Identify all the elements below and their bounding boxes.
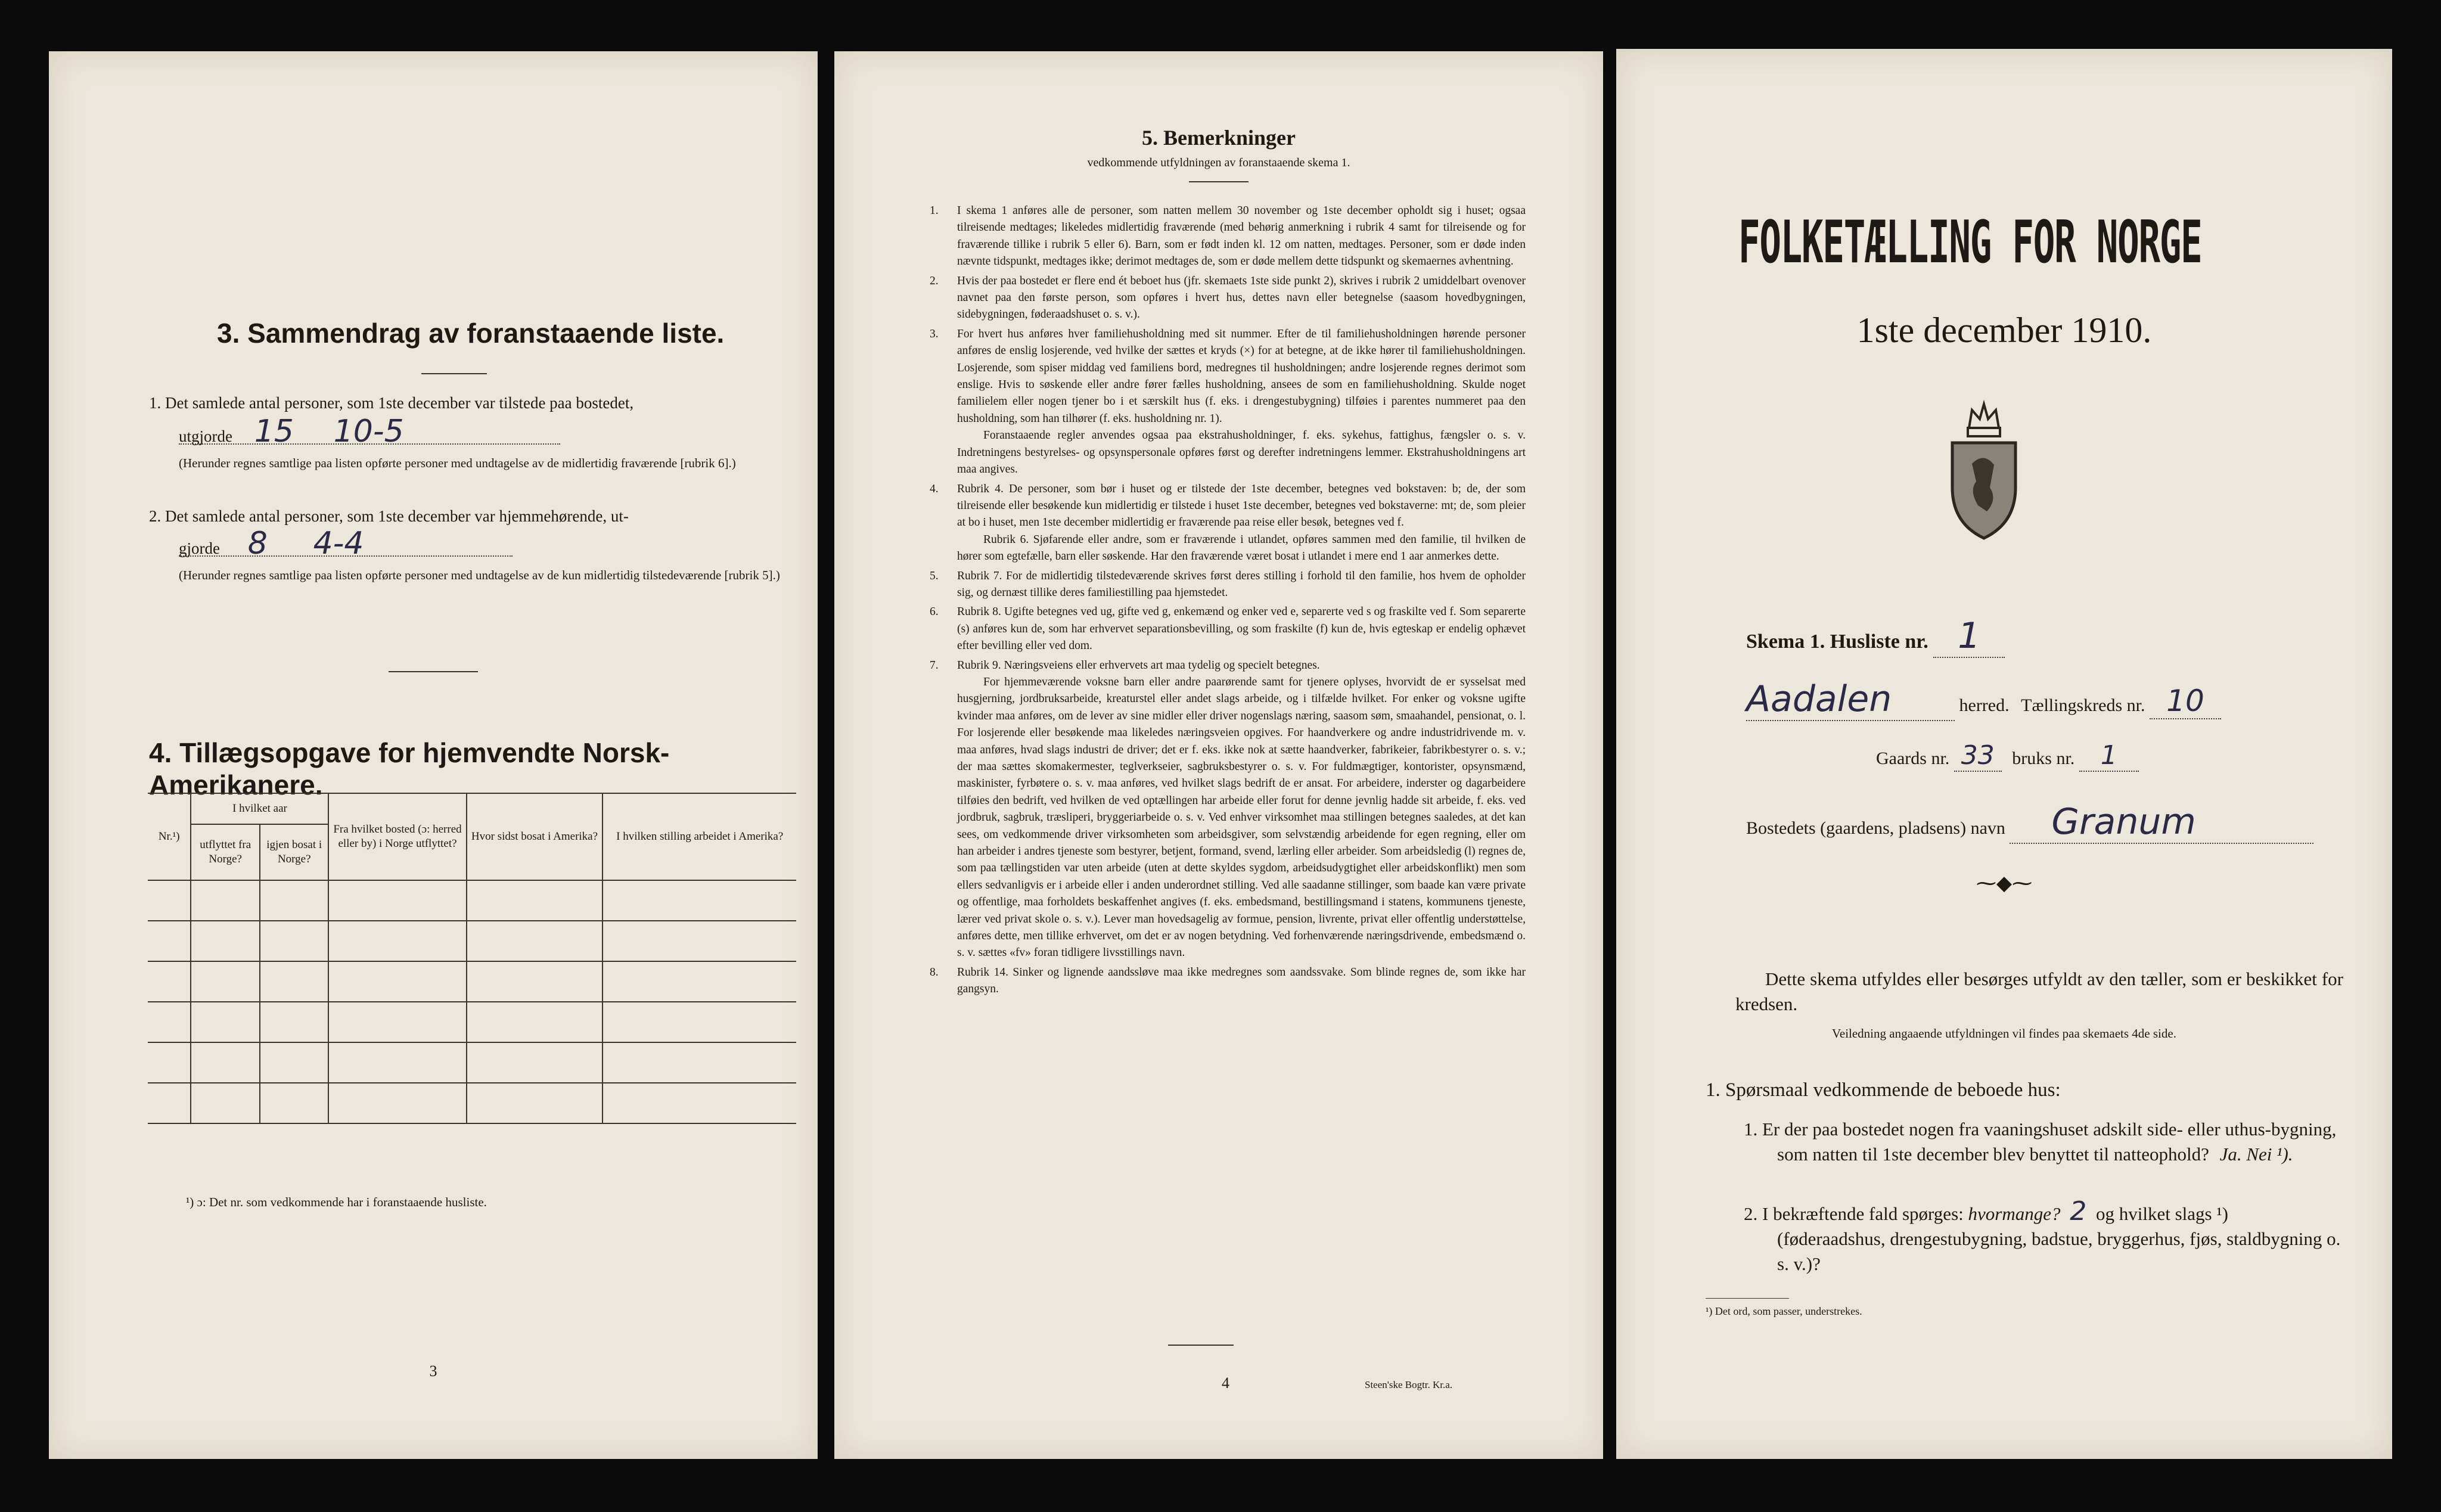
- page-number: 4: [1222, 1374, 1229, 1392]
- question-1: [1744, 1117, 2341, 1167]
- list-item: [930, 604, 1526, 654]
- col-stilling: I hvilken stilling arbeidet i Amerika?: [603, 793, 796, 880]
- skema-line: [1746, 615, 2005, 658]
- section3-item2-value-line: [179, 526, 513, 561]
- col-hvor: Hvor sidst bosat i Amerika?: [467, 793, 603, 880]
- bosted-line: [1746, 801, 2372, 844]
- page-left: [49, 51, 818, 1459]
- list-item-subtext: Rubrik 6. Sjøfarende eller andre, som er fraværende i utlandet, opføres sammen med den familie, til hvilken de hører som egtefælle, barn eller søskende. Har den fraværende været bosat i utlandet i mere end 1 aar anmerkes dette.: [957, 533, 1526, 563]
- table-row: [148, 880, 796, 921]
- intro-text: Dette skema utfyldes eller besørges utfyldt av den tæller, som er beskikket for kredsen.: [1735, 968, 2343, 1014]
- question-2: [1744, 1196, 2341, 1277]
- question-header: 1. Spørsmaal vedkommende de beboede hus:: [1706, 1079, 2061, 1101]
- list-item-text: Rubrik 4. De personer, som bør i huset og er tilstede der 1ste december, betegnes ved bokstaven: b; de, der som tilreisende eller besøkende kun midlertidig er tilstede i huset 1ste december, betegnes ved bokstaverne: mt; de, som pleier at bo i huset, men 1ste december midlertidig er fraværende paa reise eller besøk, betegnes ved f.: [957, 482, 1526, 529]
- kreds-value: 10: [2150, 684, 2221, 719]
- bemerkninger-title: 5. Bemerkninger: [1142, 126, 1296, 150]
- item1-prefix: utgjorde: [179, 427, 232, 445]
- section3-item1: 1. Det samlede antal personer, som 1ste december var tilstede paa bostedet,: [149, 394, 634, 412]
- col-nr: Nr.¹): [148, 793, 191, 880]
- table-row: [148, 1042, 796, 1083]
- table-row: [148, 961, 796, 1002]
- divider: [1706, 1298, 1789, 1299]
- section3-title: 3. Sammendrag av foranstaaende liste.: [217, 318, 725, 349]
- col-group: I hvilket aar: [191, 793, 328, 824]
- norsk-amerikanere-table: [148, 793, 796, 1124]
- divider: [389, 671, 478, 672]
- list-item-number: 8.: [930, 965, 939, 979]
- bosted-value: Granum: [2010, 801, 2313, 844]
- bosted-label: Bostedets (gaardens, pladsens) navn: [1746, 818, 2005, 838]
- herred-label: herred.: [1959, 696, 2010, 715]
- list-item-text: I skema 1 anføres alle de personer, som natten mellem 30 november og 1ste december opholdt sig i huset; ogsaa tilreisende medtages; likeledes midlertidig fraværende (med behørig anmerkning i rubrik 4 samt for tilreisende og for fraværende tillike i rubrik 5 eller 6). Barn, som er født inden kl. 12 om natten, medtages. Personer, som er døde inden nævnte tidspunkt, medtages ikke; derimot medtages de, som er døde mellem dette tidspunkt og skemaernes avhentning.: [957, 204, 1526, 268]
- list-item-text: Rubrik 9. Næringsveiens eller erhvervets art maa tydelig og specielt betegnes.: [957, 659, 1320, 672]
- list-item: [930, 273, 1526, 324]
- section3-item2: 2. Det samlede antal personer, som 1ste december var hjemmehørende, ut-: [149, 507, 629, 525]
- list-item: [930, 481, 1526, 566]
- item2-prefix: gjorde: [179, 539, 220, 557]
- list-item-text: Rubrik 8. Ugifte betegnes ved ug, gifte ved g, enkemænd og enker ved e, separerte ved s og fraskilte ved f. Som separerte (s) anføres kun de, som har erhvervet separationsbevilling, og som fraskilte (f) kun de, hvis egteskap er endelig ophævet efter bevilling eller ved dom.: [957, 606, 1526, 653]
- bruks-label: bruks nr.: [2012, 749, 2075, 768]
- col-igjen: igjen bosat i Norge?: [260, 824, 329, 880]
- list-item: [930, 657, 1526, 962]
- col-utflyttet: utflyttet fra Norge?: [191, 824, 260, 880]
- bemerkninger-list: [930, 203, 1526, 1001]
- item2-handwritten-2: 4-4: [313, 526, 364, 561]
- intro-note: Veiledning angaaende utfyldningen vil findes paa skemaets 4de side.: [1832, 1026, 2176, 1041]
- question-2-rest: og hvilket slags ¹) (føderaadshus, drengestubygning, badstue, bryggerhus, fjøs, staldbygning o. s. v.)?: [1777, 1203, 2341, 1274]
- question-2-hvormange: hvormange?: [1968, 1203, 2061, 1224]
- coat-of-arms-icon: [1945, 386, 2023, 541]
- table-row: [148, 1002, 796, 1042]
- section3-item1-note: (Herunder regnes samtlige paa listen opførte personer med undtagelse av de midlertidig fraværende [rubrik 6].): [179, 456, 736, 470]
- ornament-icon: ⁓◆⁓: [1976, 873, 2033, 895]
- col-fra: Fra hvilket bosted (ɔ: herred eller by) i Norge utflyttet?: [328, 793, 466, 880]
- list-item-number: 2.: [930, 274, 939, 287]
- section4-footnote: ¹) ɔ: Det nr. som vedkommende har i foranstaaende husliste.: [186, 1195, 487, 1209]
- list-item-text: Rubrik 7. For de midlertidig tilstedeværende skrives først deres stilling i forhold til den familie, hos hvem de opholder sig, og dernæst tillike deres familiestilling paa hjemstedet.: [957, 569, 1526, 599]
- herred-value: Aadalen: [1746, 678, 1955, 721]
- bemerkninger-subtitle: vedkommende utfyldningen av foranstaaende skema 1.: [1087, 156, 1350, 169]
- item2-handwritten: 8: [247, 526, 268, 561]
- list-item-subtext: For hjemmeværende voksne barn eller andre paarørende samt for tjenere oplyses, hvorvidt de er sysselsat med husgjerning, jordbruksarbeide, kreaturstel eller andet slags arbeide, og i tilfælde hvilket. For enker og voksne ugifte kvinder maa anføres, om de lever av sine midler eller driver nogenslags næring, saasom søm, smaahandel, pensionat, o. l. For losjerende eller besøkende maa likeledes næringsveien opgives. For haandverkere og andre industridrivende m. v. maa anføres, hvad slags industri de driver; det er f. eks. ikke nok at sætte haandverker, fabrikeier, fabrikbestyrer o. s. v.; der maa sættes skomakermester, teglverkseier, sagbruksbestyrer o. s. v. For fuldmægtiger, kontorister, opsynsmænd, maskinister, fyrbøtere o. s. v. maa anføres, ved hvilket slags bedrift de er ansat. For arbeidere, inderster og dagarbeidere tilføies den bedrift, ved hvilken de ved optællingen har arbeide eller forut for denne jevnlig hadde sit arbeide, f. eks. ved jordbruk, sagbruk, træsliperi, bryggeriarbeide o. s. v. Ved enhver virksomhet maa stillingen betegnes saaledes, at det kan sees, om vedkommende driver virksomheten som arbeidsgiver, som selvstændig arbeidende for egen regning, eller om han arbeider i andres tjeneste som bestyrer, betjent, formand, svend, lærling eller arbeider. Som arbeidsledig (l) regnes de, som paa tællingstiden var uten arbeide (uten at dette skyldes sygdom, arbeidsudygtighet eller arbeidskonflikt) men som ellers sedvanligvis er i arbeide eller i anden underordnet stilling. Ved alle saadanne stillinger, som baade kan være private og offentlige, maa forholdets beskaffenhet angives (f. eks. embedsmand, bestillingsmand i statens, kommunens tjeneste, lærer ved privat skole o. s. v.). Lever man hovedsagelig av formue, pension, livrente, privat eller offentlig understøttelse, anføres dette, men tillike erhvervet, om det er av nogen betydning. Ved forhenværende næringsdrivende, embedsmænd o. s. v. sættes «fv» foran tidligere livsstillings navn.: [957, 675, 1526, 960]
- table-row: [148, 1083, 796, 1123]
- list-item-text: For hvert hus anføres hver familiehusholdning med sit nummer. Efter de til familiehusholdningen hørende personer anføres de enslig losjerende, ved hvilke der sættes et kryds (×) for at betegne, at de ikke hører til familiehusholdningen. Losjerende, som spiser middag ved familiens bord, medregnes til husholdningen; andre losjerende regnes derimot som enslige. Hvis to søskende eller andre fører fælles husholdning, ansees de som en familiehusholdning. Skulde noget familielem eller nogen tjener bo i et særskilt hus (f. eks. i drengestubygning) tilføies i parentes nummeret paa den husholdning, som han tilhører (f. eks. husholdning nr. 1).: [957, 327, 1526, 425]
- herred-line: [1746, 678, 2342, 721]
- census-date: 1ste december 1910.: [1856, 311, 2152, 350]
- list-item-number: 7.: [930, 659, 939, 672]
- gaards-line: [1876, 740, 2139, 772]
- list-item: [930, 964, 1526, 998]
- printer-mark: Steen'ske Bogtr. Kr.a.: [1365, 1379, 1453, 1390]
- gaards-value: 33: [1954, 740, 2002, 772]
- page-number: 3: [429, 1362, 437, 1380]
- skema-label: Skema 1. Husliste nr.: [1746, 631, 1928, 653]
- list-item-number: 6.: [930, 606, 939, 619]
- census-title: FOLKETÆLLING FOR NORGE: [1738, 209, 2202, 277]
- divider: [1168, 1345, 1234, 1346]
- list-item-subtext: Foranstaaende regler anvendes ogsaa paa ekstrahusholdninger, f. eks. sykehus, fattighus, fængsler o. s. v. Indretningens bestyrelses- og opsynspersonale opføres først og derefter indretningens lemmer. Ekstrahusholdningens art maa angives.: [957, 429, 1526, 476]
- divider: [1189, 181, 1249, 182]
- section3-item1-value-line: [179, 414, 560, 449]
- question-2-prefix: 2. I bekræftende fald spørges:: [1744, 1203, 1964, 1224]
- item1-handwritten-2: 10-5: [333, 414, 404, 449]
- section4-title: 4. Tillægsopgave for hjemvendte Norsk-Amerikanere.: [149, 737, 670, 800]
- list-item-number: 1.: [930, 204, 939, 217]
- list-item-text: Rubrik 14. Sinker og lignende aandssløve maa ikke medregnes som aandssvake. Som blinde regnes de, som ikke har gangsyn.: [957, 965, 1526, 996]
- list-item-number: 4.: [930, 482, 939, 495]
- item1-handwritten: 15: [254, 414, 294, 449]
- list-item-text: Hvis der paa bostedet er flere end ét beboet hus (jfr. skemaets 1ste side punkt 2), skrives i rubrik 2 umiddelbart ovenover navnet paa den første person, som opføres i hvert hus, dettes navn eller betegnelse (saasom hovedbygningen, sidebygningen, føderaadshuset o. s. v.).: [957, 274, 1526, 321]
- question-1-text: 1. Er der paa bostedet nogen fra vaaningshuset adskilt side- eller uthus-bygning, som natten til 1ste december blev benyttet til natteophold?: [1744, 1119, 2337, 1165]
- gaards-label: Gaards nr.: [1876, 749, 1950, 768]
- list-item: [930, 203, 1526, 271]
- kreds-label: Tællingskreds nr.: [2021, 696, 2145, 715]
- question-1-answer: Ja. Nei ¹).: [2219, 1144, 2293, 1165]
- list-item: [930, 568, 1526, 602]
- bruks-value: 1: [2079, 740, 2139, 772]
- table-row: [148, 921, 796, 961]
- list-item: [930, 326, 1526, 479]
- divider: [421, 373, 487, 374]
- section3-item2-note: (Herunder regnes samtlige paa listen opførte personer med undtagelse av de kun midlertidig tilstedeværende [rubrik 5].): [179, 568, 780, 582]
- question-2-value: 2: [2070, 1196, 2087, 1227]
- list-item-number: 3.: [930, 327, 939, 340]
- page-middle: [834, 51, 1603, 1459]
- list-item-number: 5.: [930, 569, 939, 582]
- page-right: [1616, 49, 2392, 1459]
- footnote: ¹) Det ord, som passer, understrekes.: [1706, 1305, 1862, 1317]
- husliste-nr: 1: [1933, 615, 2005, 658]
